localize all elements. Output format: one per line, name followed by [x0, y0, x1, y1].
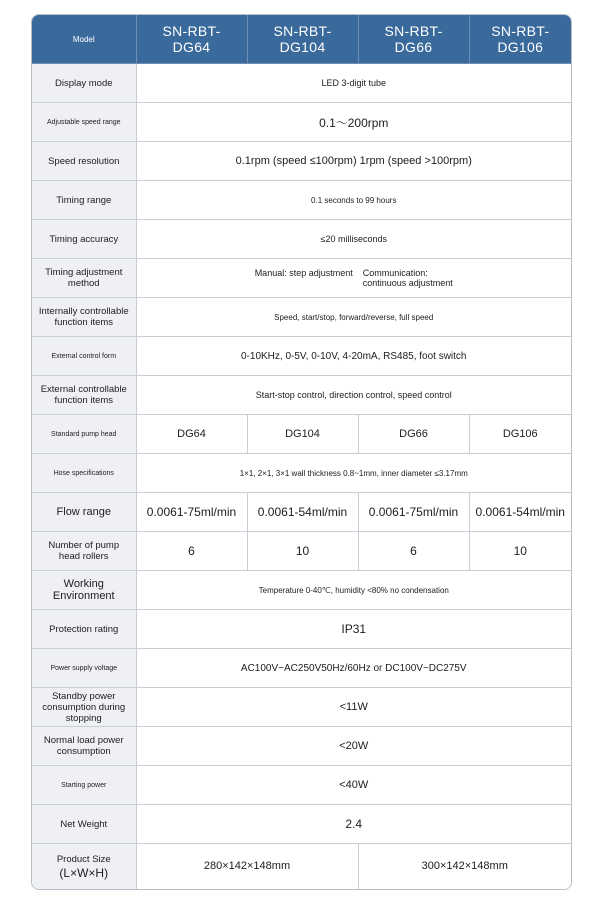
value-standby-power: <11W [136, 688, 571, 727]
label-hose: Hose specifications [32, 454, 136, 493]
model-header: Model [32, 15, 136, 64]
label-normal-power: Normal load power consumption [32, 727, 136, 766]
row-external-form [32, 337, 571, 376]
model-header-dg106: SN-RBT- DG106 [469, 15, 571, 64]
label-protection: Protection rating [32, 610, 136, 649]
pump-head-dg66: DG66 [358, 415, 469, 454]
row-standby-power [32, 688, 571, 727]
label-timing-accuracy: Timing accuracy [32, 220, 136, 259]
label-external-form: External control form [32, 337, 136, 376]
flow-range-dg104: 0.0061-54ml/min [247, 493, 358, 532]
row-external-items [32, 376, 571, 415]
value-internal-items: Speed, start/stop, forward/reverse, full speed [136, 298, 571, 337]
label-supply-voltage: Power supply voltage [32, 649, 136, 688]
value-supply-voltage: AC100V~AC250V50Hz/60Hz or DC100V~DC275V [136, 649, 571, 688]
value-timing-range: 0.1 seconds to 99 hours [136, 181, 571, 220]
row-normal-power [32, 727, 571, 766]
label-rollers: Number of pump head rollers [32, 532, 136, 571]
row-flow-range [32, 493, 571, 532]
value-speed-range: 0.1～200rpm [136, 103, 571, 142]
spec-table-frame [31, 14, 572, 890]
flow-range-dg106: 0.0061-54ml/min [469, 493, 571, 532]
row-timing-adjust [32, 259, 571, 298]
label-timing-range: Timing range [32, 181, 136, 220]
model-header-dg66: SN-RBT- DG66 [358, 15, 469, 64]
pump-head-dg106: DG106 [469, 415, 571, 454]
value-environment: Temperature 0-40℃, humidity <80% no condensation [136, 571, 571, 610]
row-internal-items [32, 298, 571, 337]
label-standby-power: Standby power consumption during stopping [32, 688, 136, 727]
label-flow-range: Flow range [32, 493, 136, 532]
rollers-dg66: 6 [358, 532, 469, 571]
label-product-size: Product Size (L×W×H) [32, 844, 136, 889]
row-environment [32, 571, 571, 610]
timing-adjust-communication: Communication: continuous adjustment [362, 268, 453, 288]
label-internal-items: Internally controllable function items [32, 298, 136, 337]
row-pump-head [32, 415, 571, 454]
row-product-size [32, 844, 571, 889]
value-timing-accuracy: ≤20 milliseconds [136, 220, 571, 259]
value-display-mode: LED 3-digit tube [136, 64, 571, 103]
pump-head-dg104: DG104 [247, 415, 358, 454]
row-supply-voltage [32, 649, 571, 688]
label-environment: Working Environment [32, 571, 136, 610]
label-speed-resolution: Speed resolution [32, 142, 136, 181]
value-external-form: 0-10KHz, 0-5V, 0-10V, 4-20mA, RS485, foot switch [136, 337, 571, 376]
rollers-dg104: 10 [247, 532, 358, 571]
model-header-dg64: SN-RBT- DG64 [136, 15, 247, 64]
rollers-dg106: 10 [469, 532, 571, 571]
spec-table [32, 15, 571, 889]
row-timing-accuracy [32, 220, 571, 259]
label-timing-adjust: Timing adjustment method [32, 259, 136, 298]
row-timing-range [32, 181, 571, 220]
label-net-weight: Net Weight [32, 805, 136, 844]
row-display-mode [32, 64, 571, 103]
timing-adjust-manual: Manual: step adjustment [254, 268, 353, 278]
label-starting-power: Starting power [32, 766, 136, 805]
product-size-large: 300×142×148mm [358, 844, 571, 889]
row-net-weight [32, 805, 571, 844]
rollers-dg64: 6 [136, 532, 247, 571]
label-speed-range: Adjustable speed range [32, 103, 136, 142]
value-normal-power: <20W [136, 727, 571, 766]
row-speed-range [32, 103, 571, 142]
value-net-weight: 2.4 [136, 805, 571, 844]
value-hose: 1×1, 2×1, 3×1 wall thickness 0.8~1mm, inner diameter ≤3.17mm [136, 454, 571, 493]
label-external-items: External controllable function items [32, 376, 136, 415]
label-display-mode: Display mode [32, 64, 136, 103]
flow-range-dg64: 0.0061-75ml/min [136, 493, 247, 532]
product-size-small: 280×142×148mm [136, 844, 358, 889]
value-timing-adjust [136, 259, 571, 298]
value-external-items: Start-stop control, direction control, speed control [136, 376, 571, 415]
value-starting-power: <40W [136, 766, 571, 805]
model-header-dg104: SN-RBT- DG104 [247, 15, 358, 64]
row-starting-power [32, 766, 571, 805]
header-row [32, 15, 571, 64]
pump-head-dg64: DG64 [136, 415, 247, 454]
value-protection: IP31 [136, 610, 571, 649]
flow-range-dg66: 0.0061-75ml/min [358, 493, 469, 532]
row-protection [32, 610, 571, 649]
row-hose [32, 454, 571, 493]
row-speed-resolution [32, 142, 571, 181]
value-speed-resolution: 0.1rpm (speed ≤100rpm) 1rpm (speed >100rpm) [136, 142, 571, 181]
row-rollers [32, 532, 571, 571]
label-pump-head: Standard pump head [32, 415, 136, 454]
